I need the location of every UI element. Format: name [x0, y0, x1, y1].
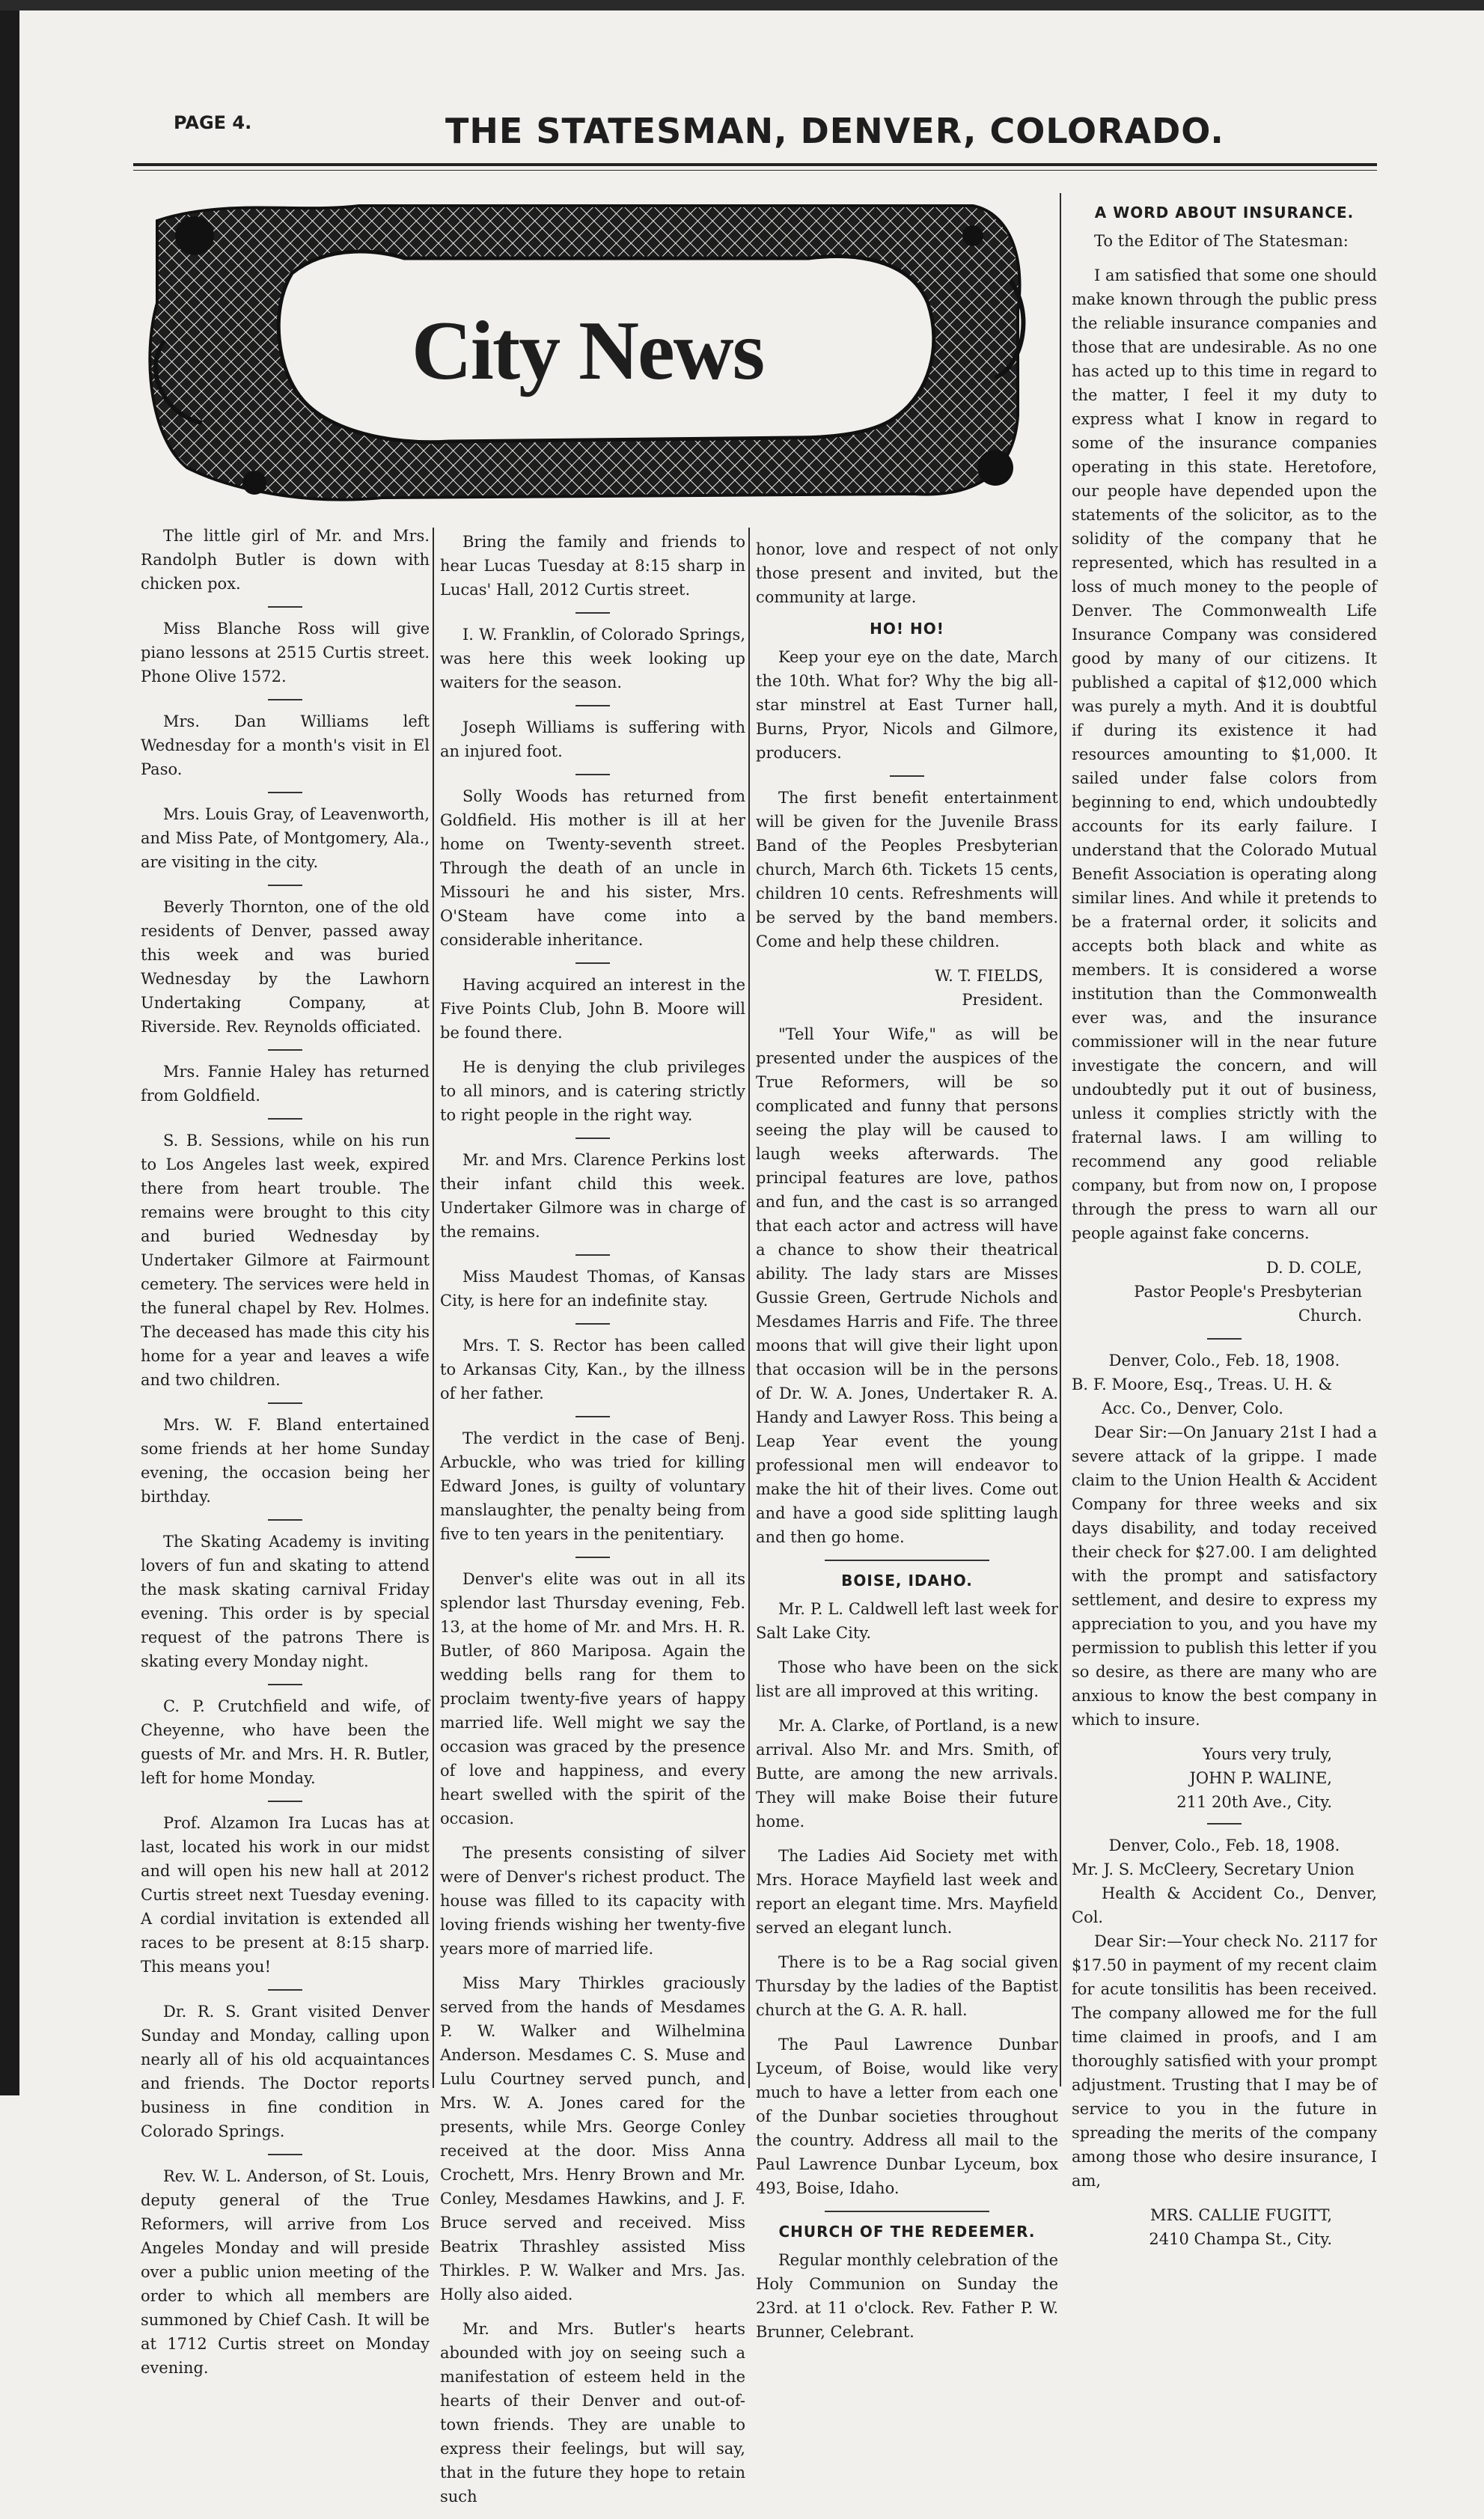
masthead-rule: [133, 163, 1377, 166]
city-news-banner: [135, 191, 1040, 520]
section-heading-boise: BOISE, IDAHO.: [841, 1572, 973, 1590]
news-item: Mrs. Dan Williams left Wednesday for a month's visit in El Paso.: [141, 712, 430, 778]
news-item: He is denying the club privileges to all minors, and is catering strictly to right people in the right way.: [440, 1058, 745, 1124]
news-item: The Skating Academy is inviting lovers of fun and skating to attend the mask skating carnival Friday evening. This order is by special request of the patrons There is skating every Monday night.: [141, 1533, 430, 1670]
news-item: The Paul Lawrence Dunbar Lyceum, of Boise, would like very much to have a letter from each one of the Dunbar societies throughout the country. Address all mail to the Paul Lawrence Dunbar Lyceum, box 493, Boise, Idaho.: [756, 2036, 1058, 2197]
news-item: Miss Blanche Ross will give piano lessons at 2515 Curtis street. Phone Olive 1572.: [141, 620, 430, 686]
letter-body: I am satisfied that some one should make known through the public press the reliable insurance companies and those that are undesirable. As no one has acted up to this time in regard to the matter, I feel it my duty to express what I know in regard to some of the insurance companies operating in this state. Heretofore, our people have depended upon the statements of the solicitor, as to the solidity of the company that he represented, which has resulted in a loss of much money to the people of Denver. The Commonwealth Life Insurance Company was considered good by many of our citizens. It published a capital of $12,000 which was purely a myth. And it is doubtful if during its existence it had resources amounting to $1,000. It sailed under false colors from beginning to end, which undoubtedly accounts for its early failure. I understand that the Colorado Mutual Benefit Association is operating along similar lines. And while it pretends to be a fraternal order, it solicits and accepts both black and white as members. It is considered a worse institution than the Commonwealth ever was, and the insurance commissioner will in the near future investigate the concern, and will undoubtedly put it out of business, unless it complies strictly with the fraternal laws. I am willing to recommend any good reliable company, but from now on, I propose through the press to warn all our people against fake concerns.: [1072, 266, 1377, 1242]
column-2: [440, 530, 745, 2519]
signature-name: MRS. CALLIE FUGITT,: [1149, 2206, 1332, 2224]
news-item: Mr. and Mrs. Butler's hearts abounded with joy on seeing such a manifestation of esteem held in the hearts of their Denver and out-of-town friends. They are unable to express their feelings, but will say, that in the future they hope to retain such: [440, 2320, 745, 2506]
section-divider: [825, 2211, 989, 2212]
item-divider: [575, 705, 610, 706]
news-item: Denver's elite was out in all its splendor last Thursday evening, Feb. 13, at the home of Mr. and Mrs. H. R. Butler, of 860 Mariposa. Again the wedding bells rang for them to proclaim twenty-five years of happy married life. Well might we say the occasion was graced by the presence of love and happiness, and every heart swelled with the spirit of the occasion.: [440, 1570, 745, 1828]
section-heading-hoho: HO! HO!: [870, 620, 944, 638]
news-item: Those who have been on the sick list are all improved at this writing.: [756, 1658, 1058, 1700]
signature-title: Pastor People's Presbyterian Church.: [1134, 1283, 1362, 1325]
letter-date: Denver, Colo., Feb. 18, 1908.: [1108, 1352, 1340, 1370]
news-item: Regular monthly celebration of the Holy Communion on Sunday the 23rd. at 11 o'clock. Rev. Father P. W. Brunner, Celebrant.: [756, 2251, 1058, 2341]
news-item: Mrs. Louis Gray, of Leavenworth, and Miss Pate, of Montgomery, Ala., are visiting in the city.: [141, 805, 430, 871]
item-divider: [268, 1684, 302, 1685]
news-item: Mr. A. Clarke, of Portland, is a new arrival. Also Mr. and Mrs. Smith, of Butte, are among the new arrivals. They will make Boise their future home.: [756, 1717, 1058, 1831]
section-heading-insurance: A WORD ABOUT INSURANCE.: [1094, 204, 1355, 222]
column-1: [141, 524, 430, 2390]
news-item: Dr. R. S. Grant visited Denver Sunday and Monday, calling upon nearly all of his old acquaintances and friends. The Doctor reports business in fine condition in Colorado Springs.: [141, 2003, 430, 2140]
column-rule-1: [433, 528, 434, 2088]
news-item: Mrs. W. F. Bland entertained some friends at her home Sunday evening, the occasion being her birthday.: [141, 1416, 430, 1506]
news-item: Mr. P. L. Caldwell left last week for Salt Lake City.: [756, 1600, 1058, 1642]
section-heading-church: CHURCH OF THE REDEEMER.: [778, 2223, 1036, 2241]
item-divider: [268, 1049, 302, 1051]
item-divider: [268, 1118, 302, 1120]
signature-title: President.: [962, 991, 1043, 1009]
banner-title: City News: [411, 305, 764, 397]
news-item: Solly Woods has returned from Goldfield. His mother is ill at her home on Twenty-seventh street. Through the death of an uncle in Missouri he and his sister, Mrs. O'Steam have come into a considerable inheritance.: [440, 787, 745, 949]
signature-name: D. D. COLE,: [1265, 1259, 1362, 1277]
news-item: Mrs. T. S. Rector has been called to Arkansas City, Kan., by the illness of her father.: [440, 1337, 745, 1402]
column-rule-2: [748, 528, 750, 2088]
column-rule-right: [1060, 193, 1061, 2086]
signature-name: W. T. FIELDS,: [935, 967, 1043, 985]
news-item: I. W. Franklin, of Colorado Springs, was here this week looking up waiters for the season.: [440, 626, 745, 691]
news-item: Miss Maudest Thomas, of Kansas City, is here for an indefinite stay.: [440, 1268, 745, 1310]
news-item: Prof. Alzamon Ira Lucas has at last, located his work in our midst and will open his new hall at 2012 Curtis street next Tuesday evening. A cordial invitation is extended all races to be present at 8:15 sharp. This means you!: [141, 1814, 430, 1976]
item-divider: [575, 1416, 610, 1417]
item-divider: [575, 1254, 610, 1256]
item-divider: [268, 2154, 302, 2155]
page-number: PAGE 4.: [174, 112, 252, 133]
scan-edge-top: [0, 0, 1484, 10]
item-divider: [268, 885, 302, 886]
item-divider: [1207, 1338, 1242, 1340]
item-divider: [268, 606, 302, 608]
item-divider: [575, 1557, 610, 1558]
news-item: There is to be a Rag social given Thursday by the ladies of the Baptist church at the G. A. R. hall.: [756, 1953, 1058, 2019]
item-divider: [575, 1138, 610, 1139]
item-divider: [268, 1989, 302, 1991]
news-item: C. P. Crutchfield and wife, of Cheyenne, who have been the guests of Mr. and Mrs. H. R. Butler, left for home Monday.: [141, 1697, 430, 1787]
item-divider: [575, 774, 610, 775]
news-item: Bring the family and friends to hear Lucas Tuesday at 8:15 sharp in Lucas' Hall, 2012 Curtis street.: [440, 533, 745, 599]
news-item: Mr. and Mrs. Clarence Perkins lost their infant child this week. Undertaker Gilmore was in charge of the remains.: [440, 1151, 745, 1241]
letter-addressee: B. F. Moore, Esq., Treas. U. H. &: [1072, 1375, 1333, 1393]
news-item: Miss Mary Thirkles graciously served from the hands of Mesdames P. W. Walker and Wilhelmina Anderson. Mesdames C. S. Muse and Lulu Courtney served punch, and Mrs. W. A. Jones cared for the presents, while Mrs. George Conley received at the door. Miss Anna Crochett, Mrs. Henry Brown and Mr. Conley, Mesdames Hawkins, and J. F. Bruce served and received. Miss Beatrix Thrashley assisted Miss Thirkles. P. W. Walker and Mrs. Jas. Holly also aided.: [440, 1974, 745, 2303]
news-item: S. B. Sessions, while on his run to Los Angeles last week, expired there from heart trouble. The remains were brought to this city and buried Wednesday by Undertaker Gilmore at Fairmount cemetery. The services were held in the funeral chapel by Rev. Holmes. The deceased has made this city his home for a year and leaves a wife and two children.: [141, 1132, 430, 1389]
signature-address: 2410 Champa St., City.: [1149, 2230, 1332, 2248]
news-item: Rev. W. L. Anderson, of St. Louis, deputy general of the True Reformers, will arrive from Los Angeles Monday and will preside over a public union meeting of the order to which all members are summoned by Chief Cash. It will be at 1712 Curtis street on Monday evening.: [141, 2167, 430, 2377]
letter-salutation: To the Editor of The Statesman:: [1094, 232, 1349, 250]
letter-body: Dear Sir:—Your check No. 2117 for $17.50 in payment of my recent claim for acute tonsilitis has been received. The company allowed me for the full time claimed in proofs, and I am thoroughly satisfied with your prompt adjustment. Trusting that I may be of service to you in the future in spreading the merits of the company among those who desire insurance, I am,: [1072, 1932, 1377, 2190]
letter-date: Denver, Colo., Feb. 18, 1908.: [1108, 1836, 1340, 1854]
column-4: [1072, 201, 1377, 2260]
news-item: The first benefit entertainment will be given for the Juvenile Brass Band of the Peoples Presbyterian church, March 6th. Tickets 15 cents, children 10 cents. Refreshments will be served by the band members. Come and help these children.: [756, 789, 1058, 950]
item-divider: [268, 792, 302, 793]
news-item: Mrs. Fannie Haley has returned from Goldfield.: [141, 1063, 430, 1105]
item-divider: [575, 1323, 610, 1325]
news-item: Joseph Williams is suffering with an injured foot.: [440, 718, 745, 760]
signature-name: JOHN P. WALINE,: [1189, 1769, 1332, 1787]
item-divider: [268, 1402, 302, 1404]
letter-addressee: Mr. J. S. McCleery, Secretary Union: [1072, 1860, 1355, 1878]
section-divider: [825, 1560, 989, 1561]
masthead-rule-thin: [133, 170, 1377, 171]
scan-edge-left: [0, 0, 19, 2095]
letter-addressee: Acc. Co., Denver, Colo.: [1102, 1399, 1283, 1417]
news-item: The Ladies Aid Society met with Mrs. Horace Mayfield last week and report an elegant time. Mrs. Mayfield served an elegant lunch.: [756, 1847, 1058, 1937]
masthead: THE STATESMAN, DENVER, COLORADO.: [445, 111, 1224, 151]
item-divider: [890, 775, 924, 777]
news-item: The little girl of Mr. and Mrs. Randolph Butler is down with chicken pox.: [141, 527, 430, 593]
column-3: [756, 537, 1058, 2354]
signature-address: 211 20th Ave., City.: [1176, 1793, 1332, 1811]
item-divider: [575, 962, 610, 964]
letter-close: Yours very truly,: [1202, 1745, 1332, 1763]
item-divider: [268, 1801, 302, 1802]
news-item: The presents consisting of silver were of Denver's richest product. The house was filled to its capacity with loving friends wishing her twenty-five years more of married life.: [440, 1844, 745, 1958]
news-continuation: honor, love and respect of not only those present and invited, but the community at large.: [756, 540, 1058, 606]
news-item: The verdict in the case of Benj. Arbuckle, who was tried for killing Edward Jones, is guilty of voluntary manslaughter, the penalty being from five to ten years in the penitentiary.: [440, 1429, 745, 1543]
item-divider: [1207, 1823, 1242, 1825]
news-item: "Tell Your Wife," as will be presented under the auspices of the True Reformers, will be so complicated and funny that persons seeing the play will be caused to laugh weeks afterwards. The principal features are love, pathos and fun, and the cast is so arranged that each actor and actress will have a chance to show their theatrical ability. The lady stars are Misses Gussie Green, Gertrude Nichols and Mesdames Harris and Fife. The three moons that will give their light upon that occasion will be in the persons of Dr. W. A. Jones, Undertaker R. A. Handy and Lawyer Ross. This being a Leap Year event the young professional men will endeavor to make the hit of their lives. Come out and have a good side splitting laugh and then go home.: [756, 1025, 1058, 1546]
news-item: Having acquired an interest in the Five Points Club, John B. Moore will be found there.: [440, 976, 745, 1042]
news-item: Beverly Thornton, one of the old residents of Denver, passed away this week and was buried Wednesday by the Lawhorn Undertaking Company, at Riverside. Rev. Reynolds officiated.: [141, 898, 430, 1036]
letter-body: Dear Sir:—On January 21st I had a severe attack of la grippe. I made claim to the Union Health & Accident Company for three weeks and six days disability, and today received their check for $27.00. I am delighted with the prompt and satisfactory settlement, and desire to express my appreciation to you, and you have my permission to publish this letter if you so desire, as there are many who are anxious to know the best company in which to insure.: [1072, 1423, 1377, 1729]
letter-addressee: Health & Accident Co., Denver, Col.: [1072, 1884, 1377, 1926]
item-divider: [575, 612, 610, 614]
news-item: Keep your eye on the date, March the 10th. What for? Why the big all-star minstrel at East Turner hall, Burns, Pryor, Nicols and Gilmore, producers.: [756, 648, 1058, 762]
item-divider: [268, 699, 302, 700]
item-divider: [268, 1519, 302, 1521]
